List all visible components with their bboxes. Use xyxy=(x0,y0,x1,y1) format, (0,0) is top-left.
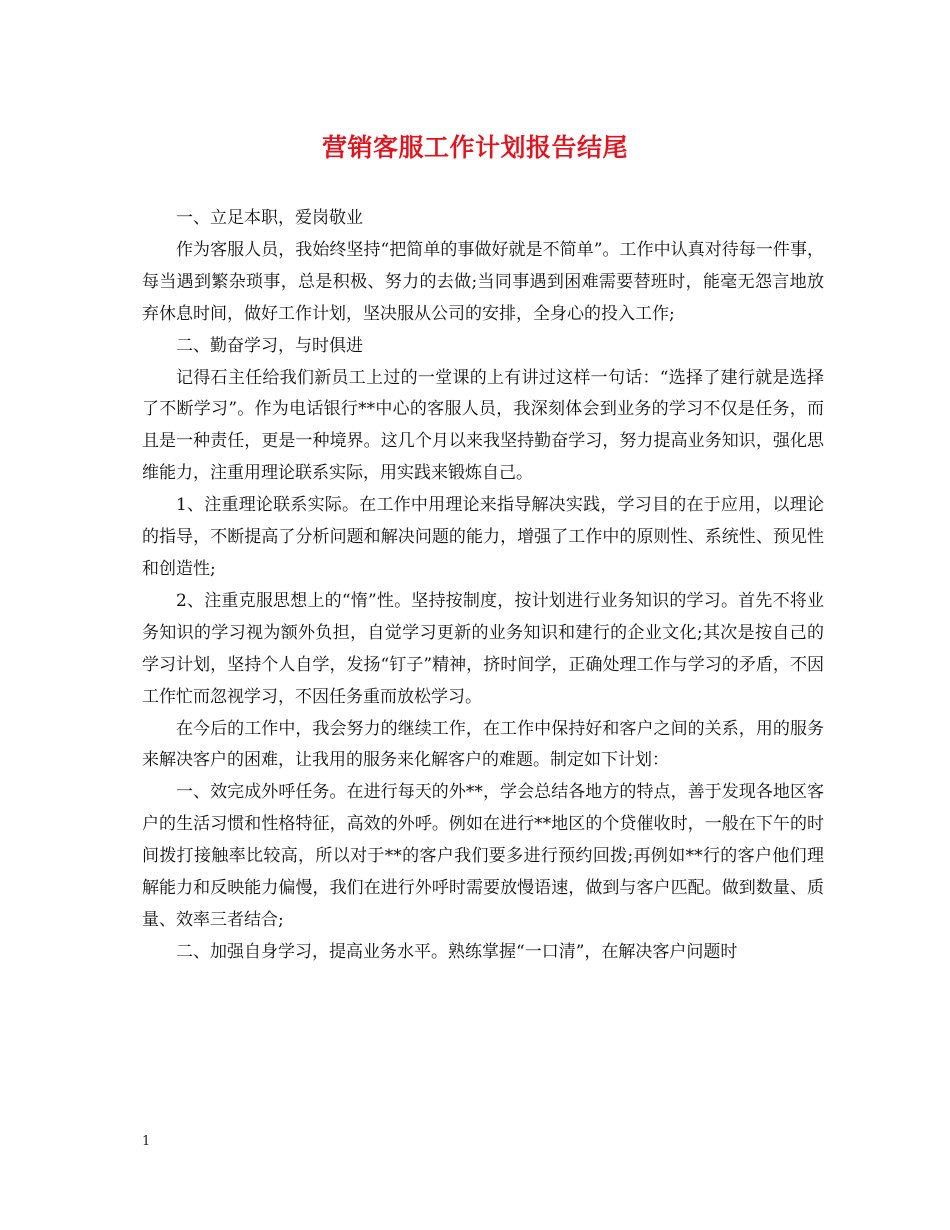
paragraph: 一、效完成外呼任务。在进行每天的外**，学会总结各地方的特点，善于发现各地区客户的生活习惯和性格特征，高效的外呼。例如在进行**地区的个贷催收时，一般在下午的时间拨打接触率比较高，所以对于**的客户我们要多进行预约回拨;再例如**行的客户他们理解能力和反映能力偏慢，我们在进行外呼时需要放慢语速，做到与客户匹配。做到数量、质量、效率三者结合; xyxy=(142,782,824,930)
paragraph: 二、加强自身学习，提高业务水平。熟练掌握“一口清”，在解决客户问题时 xyxy=(176,941,738,962)
page-number: 1 xyxy=(142,1134,151,1149)
document-body xyxy=(142,203,824,969)
paragraph-heading-2: 二、勤奋学习，与时俱进 xyxy=(176,335,363,356)
paragraph: 2、注重克服思想上的“惰”性。坚持按制度，按计划进行业务知识的学习。首先不将业务知识的学习视为额外负担，自觉学习更新的业务知识和建行的企业文化;其次是按自己的学习计划，坚持个人自学，发扬“钉子”精神，挤时间学，正确处理工作与学习的矛盾，不因工作忙而忽视学习，不因任务重而放松学习。 xyxy=(142,590,824,707)
paragraph: 作为客服人员，我始终坚持“把简单的事做好就是不简单”。工作中认真对待每一件事，每当遇到繁杂琐事，总是积极、努力的去做;当同事遇到困难需要替班时，能毫无怨言地放弃休息时间，做好工作计划，坚决服从公司的安排，全身心的投入工作; xyxy=(142,239,824,324)
document-title: 营销客服工作计划报告结尾 xyxy=(321,133,628,162)
paragraph: 1、注重理论联系实际。在工作中用理论来指导解决实践，学习目的在于应用，以理论的指导，不断提高了分析问题和解决问题的能力，增强了工作中的原则性、系统性、预见性和创造性; xyxy=(142,495,824,579)
paragraph: 在今后的工作中，我会努力的继续工作，在工作中保持好和客户之间的关系，用的服务来解决客户的困难，让我用的服务来化解客户的难题。制定如下计划： xyxy=(142,718,824,771)
paragraph: 记得石主任给我们新员工上过的一堂课的上有讲过这样一句话：“选择了建行就是选择了不断学习”。作为电话银行**中心的客服人员，我深刻体会到业务的学习不仅是任务，而且是一种责任，更是一种境界。这几个月以来我坚持勤奋学习，努力提高业务知识，强化思维能力，注重用理论联系实际，用实践来锻炼自己。 xyxy=(142,367,824,484)
paragraph-heading-1: 一、立足本职，爱岗敬业 xyxy=(176,208,363,228)
